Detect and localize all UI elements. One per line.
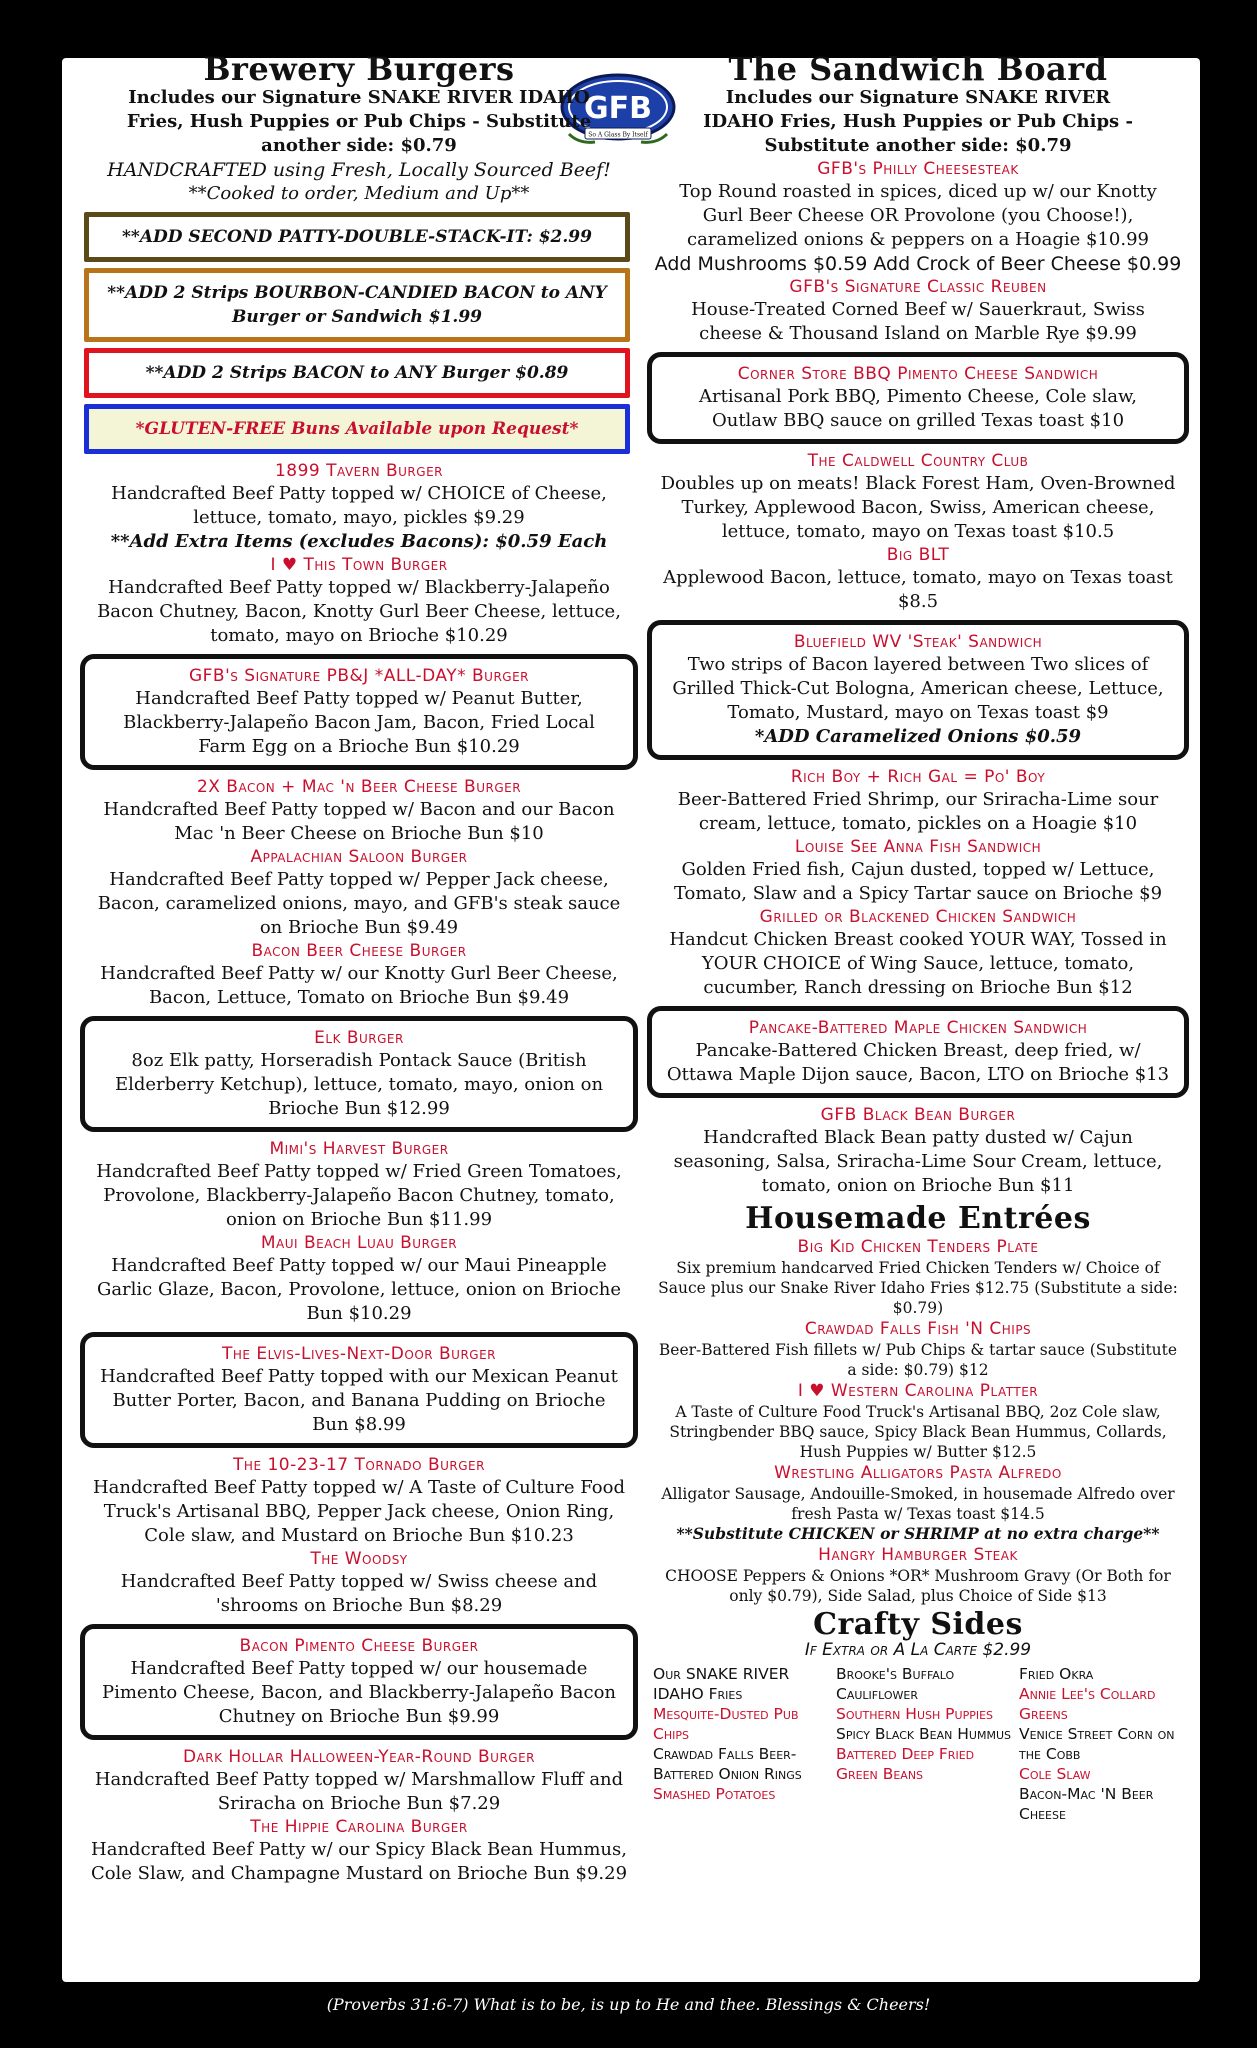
menu-page [62,50,1200,1982]
sandwich-description: Artisanal Pork BBQ, Pimento Cheese, Cole slaw, Outlaw BBQ sauce on grilled Texas toast $10 [698,386,1137,431]
burger-description: Handcrafted Beef Patty w/ our Knotty Gurl Beer Cheese, Bacon, Lettuce, Tomato on Brioche Bun $9.49 [100,963,618,1008]
entree-name: Hangry Hamburger Steak [818,1545,1018,1565]
entree-item [647,1380,1189,1462]
burger-name: The Hippie Carolina Burger [250,1817,468,1837]
sandwich-item [647,1006,1189,1098]
side-item: Bacon-Mac 'N Beer Cheese [1019,1785,1154,1823]
addon-box: **ADD 2 Strips BOURBON-CANDIED BACON to ANY Burger or Sandwich $1.99 [84,268,630,342]
burger-description: Handcrafted Beef Patty w/ our Spicy Black Bean Hummus, Cole Slaw, and Champagne Mustard on Brioche Bun $9.29 [90,1839,628,1884]
burger-name: The 10-23-17 Tornado Burger [233,1455,485,1475]
sandwich-item [647,450,1189,544]
burgers-column [80,50,638,1886]
entree-name: Crawdad Falls Fish 'N Chips [804,1319,1032,1339]
footer-quote: (Proverbs 31:6-7) What is to be, is up to He and thee. Blessings & Cheers! [326,1995,931,2014]
sandwich-name: Big BLT [886,545,950,565]
sandwich-item [647,352,1189,444]
sandwich-description: Pancake-Battered Chicken Breast, deep fried, w/ Ottawa Maple Dijon sauce, Bacon, LTO on Brioche $13 [666,1040,1170,1085]
sandwich-title: The Sandwich Board [728,50,1108,88]
burger-name: Appalachian Saloon Burger [250,847,468,867]
side-item: Spicy Black Bean Hummus [836,1725,1012,1743]
side-item: Our SNAKE RIVER IDAHO Fries [653,1665,790,1703]
sides-grid [647,1664,1189,1824]
sandwich-includes: Includes our Signature SNAKE RIVER IDAHO Fries, Hush Puppies or Pub Chips - Substitute another side: $0.79 [703,87,1133,156]
burger-name: Dark Hollar Halloween-Year-Round Burger [182,1747,536,1767]
burger-item [80,1746,638,1816]
entree-item [647,1236,1189,1318]
entree-item [647,1544,1189,1606]
burgers-handcrafted: HANDCRAFTED using Fresh, Locally Sourced Beef! [107,159,611,181]
entree-item [647,1462,1189,1544]
logo-tagline: So A Glass By Itself [588,131,648,139]
burger-description: Handcrafted Beef Patty topped w/ Bacon and our Bacon Mac 'n Beer Cheese on Brioche Bun $10 [103,799,615,844]
burger-item [80,1332,638,1448]
burger-description: Handcrafted Beef Patty topped w/ Fried Green Tomatoes, Provolone, Blackberry-Jalapeño Bacon Chutney, tomato, onion on Brioche Bun $11.99 [96,1161,622,1230]
entree-description: Beer-Battered Fish fillets w/ Pub Chips & tartar sauce (Substitute a side: $0.79) $12 [658,1341,1178,1379]
entree-item [647,1318,1189,1380]
sandwich-description: Two strips of Bacon layered between Two slices of Grilled Thick-Cut Bologna, American cheese, Lettuce, Tomato, Mustard, mayo on Texas toast $9 [672,654,1164,723]
burger-extra-note: **Add Extra Items (excludes Bacons): $0.59 Each [110,531,608,552]
sandwich-item [647,1104,1189,1198]
side-item: Annie Lee's Collard Greens [1019,1685,1156,1723]
sandwich-description: Top Round roasted in spices, diced up w/ our Knotty Gurl Beer Cheese OR Provolone (you Choose!), caramelized onions & peppers on a Hoagie $10.99 [679,181,1157,250]
sandwich-extra-note: *ADD Caramelized Onions $0.59 [754,726,1082,747]
burger-name: Bacon Beer Cheese Burger [251,941,467,961]
entree-description: A Taste of Culture Food Truck's Artisanal BBQ, 2oz Cole slaw, Stringbender BBQ sauce, Spicy Black Bean Hummus, Collards, Hush Puppies w/ Butter $12.5 [669,1403,1167,1461]
burgers-includes: Includes our Signature SNAKE RIVER IDAHO Fries, Hush Puppies or Pub Chips - Substitute another side: $0.79 [126,87,592,156]
entree-name: I ♥ Western Carolina Platter [797,1381,1039,1401]
sandwich-addon-note: Add Mushrooms $0.59 Add Crock of Beer Cheese $0.99 [654,253,1182,275]
side-item: Smashed Potatoes [653,1785,776,1803]
entrees-title: Housemade Entrées [745,1201,1091,1236]
sandwich-item [647,766,1189,836]
entree-description: Six premium handcarved Fried Chicken Tenders w/ Choice of Sauce plus our Snake River Idaho Fries $12.75 (Substitute a side: $0.79) [658,1259,1178,1317]
sandwich-description: House-Treated Corned Beef w/ Sauerkraut, Swiss cheese & Thousand Island on Marble Rye $9.99 [691,299,1145,344]
burger-item [80,554,638,648]
burger-item [80,1016,638,1132]
sandwich-name: Pancake-Battered Maple Chicken Sandwich [748,1018,1088,1038]
sandwich-description: Handcrafted Black Bean patty dusted w/ Cajun seasoning, Salsa, Sriracha-Lime Sour Cream, lettuce, tomato, onion on Brioche Bun $11 [673,1127,1163,1196]
side-item: Crawdad Falls Beer-Battered Onion Rings [653,1745,802,1783]
burger-item [80,1232,638,1326]
burger-addons [80,212,638,454]
sides-column [1019,1664,1195,1824]
sandwich-name: GFB's Signature Classic Reuben [789,277,1047,297]
sandwich-description: Handcut Chicken Breast cooked YOUR WAY, Tossed in YOUR CHOICE of Wing Sauce, lettuce, tomato, cucumber, Ranch dressing on Brioche Bun $12 [669,929,1167,998]
burger-item [80,460,638,554]
sandwich-name: Bluefield WV 'Steak' Sandwich [793,632,1043,652]
sandwich-description: Beer-Battered Fried Shrimp, our Sriracha-Lime sour cream, lettuce, tomato, pickles on a Hoagie $10 [677,789,1159,834]
burger-item [80,776,638,846]
sandwich-name: GFB's Philly Cheesesteak [817,159,1019,179]
burgers-title: Brewery Burgers [203,50,515,88]
sides-column [836,1664,1019,1824]
sandwich-name: Rich Boy + Rich Gal = Po' Boy [790,767,1046,787]
entree-extra-note: **Substitute CHICKEN or SHRIMP at no extra charge** [676,1524,1160,1543]
entree-description: CHOOSE Peppers & Onions *OR* Mushroom Gravy (Or Both for only $0.79), Side Salad, plus Choice of Side $13 [665,1567,1171,1605]
sandwich-item [647,620,1189,760]
side-item: Venice Street Corn on the Cobb [1019,1725,1175,1763]
sides-column [653,1664,836,1824]
sandwich-item [647,276,1189,346]
burger-item [80,654,638,770]
sandwich-column [647,50,1189,1824]
sandwich-name: Louise See Anna Fish Sandwich [794,837,1042,857]
entree-description: Alligator Sausage, Andouille-Smoked, in housemade Alfredo over fresh Pasta w/ Texas toast $14.5 [661,1485,1175,1523]
burger-name: Bacon Pimento Cheese Burger [239,1636,479,1656]
sandwich-name: The Caldwell Country Club [807,451,1029,471]
sandwich-name: GFB Black Bean Burger [820,1105,1016,1125]
burger-name: The Woodsy [310,1549,408,1569]
burger-description: Handcrafted Beef Patty topped w/ our Maui Pineapple Garlic Glaze, Bacon, Provolone, lettuce, onion on Brioche Bun $10.29 [96,1255,622,1324]
side-item: Southern Hush Puppies [836,1705,994,1723]
side-item: Cole Slaw [1019,1765,1091,1783]
burger-name: GFB's Signature PB&J *ALL-DAY* Burger [188,666,529,686]
sandwich-description: Golden Fried fish, Cajun dusted, topped w/ Lettuce, Tomato, Slaw and a Spicy Tartar sauce on Brioche $9 [673,859,1163,904]
burger-item [80,846,638,940]
burger-description: 8oz Elk patty, Horseradish Pontack Sauce (British Elderberry Ketchup), lettuce, tomato, mayo, onion on Brioche Bun $12.99 [114,1050,604,1119]
burger-item [80,1548,638,1618]
burger-list [80,460,638,1886]
burger-name: Elk Burger [314,1028,404,1048]
burger-name: 1899 Tavern Burger [274,461,443,481]
burger-name: Maui Beach Luau Burger [260,1233,458,1253]
addon-box: **ADD 2 Strips BACON to ANY Burger $0.89 [84,348,630,398]
burger-description: Handcrafted Beef Patty topped w/ A Taste of Culture Food Truck's Artisanal BBQ, Pepper Jack cheese, Onion Ring, Cole slaw, and Mustard on Brioche Bun $10.23 [92,1477,626,1546]
burger-name: Mimi's Harvest Burger [269,1139,449,1159]
burger-item [80,1624,638,1740]
burger-item [80,1138,638,1232]
sandwich-name: Corner Store BBQ Pimento Cheese Sandwich [737,364,1099,384]
burger-description: Handcrafted Beef Patty topped w/ Swiss cheese and 'shrooms on Brioche Bun $8.29 [120,1571,598,1616]
side-item: Mesquite-Dusted Pub Chips [653,1705,799,1743]
burger-description: Handcrafted Beef Patty topped w/ CHOICE of Cheese, lettuce, tomato, mayo, pickles $9.29 [111,483,607,528]
sandwich-item [647,158,1189,276]
entree-list [647,1236,1189,1606]
burger-description: Handcrafted Beef Patty topped w/ our housemade Pimento Cheese, Bacon, and Blackberry-Jalapeño Bacon Chutney on Brioche Bun $9.99 [101,1658,617,1727]
burger-description: Handcrafted Beef Patty topped w/ Pepper Jack cheese, Bacon, caramelized onions, mayo, and GFB's steak sauce on Brioche Bun $9.49 [97,869,621,938]
burger-description: Handcrafted Beef Patty topped w/ Peanut Butter, Blackberry-Jalapeño Bacon Jam, Bacon, Fried Local Farm Egg on a Brioche Bun $10.29 [123,688,595,757]
burger-name: I ♥ This Town Burger [270,555,448,575]
burger-description: Handcrafted Beef Patty topped w/ Blackberry-Jalapeño Bacon Chutney, Bacon, Knotty Gurl Beer Cheese, lettuce, tomato, mayo on Brioche $10.29 [97,577,621,646]
sandwich-item [647,906,1189,1000]
side-item: Brooke's Buffalo Cauliflower [836,1665,955,1703]
burger-description: Handcrafted Beef Patty topped with our Mexican Peanut Butter Porter, Bacon, and Banana Pudding on Brioche Bun $8.99 [100,1366,618,1435]
addon-box: **ADD SECOND PATTY-DOUBLE-STACK-IT: $2.99 [84,212,630,262]
burgers-cooked: **Cooked to order, Medium and Up** [188,183,530,204]
logo-text: GFB [584,91,652,126]
burger-description: Handcrafted Beef Patty topped w/ Marshmallow Fluff and Sriracha on Brioche Bun $7.29 [94,1769,624,1814]
side-item: Fried Okra [1019,1665,1094,1683]
sandwich-list [647,158,1189,1198]
burger-item [80,1454,638,1548]
burger-name: 2X Bacon + Mac 'n Beer Cheese Burger [196,777,522,797]
burger-item [80,1816,638,1886]
sandwich-name: Grilled or Blackened Chicken Sandwich [759,907,1077,927]
addon-box: *GLUTEN-FREE Buns Available upon Request* [84,404,630,454]
sides-subtitle: If Extra or A La Carte $2.99 [804,1640,1032,1660]
burger-name: The Elvis-Lives-Next-Door Burger [221,1344,497,1364]
sandwich-item [647,836,1189,906]
entree-name: Big Kid Chicken Tenders Plate [797,1237,1039,1257]
sides-title: Crafty Sides [813,1607,1023,1642]
side-item: Battered Deep Fried Green Beans [836,1745,975,1783]
sandwich-item [647,544,1189,614]
sandwich-description: Applewood Bacon, lettuce, tomato, mayo on Texas toast $8.5 [663,567,1173,612]
entree-name: Wrestling Alligators Pasta Alfredo [774,1463,1062,1483]
burger-item [80,940,638,1010]
sandwich-description: Doubles up on meats! Black Forest Ham, Oven-Browned Turkey, Applewood Bacon, Swiss, American cheese, lettuce, tomato, mayo on Texas toast $10.5 [660,473,1176,542]
